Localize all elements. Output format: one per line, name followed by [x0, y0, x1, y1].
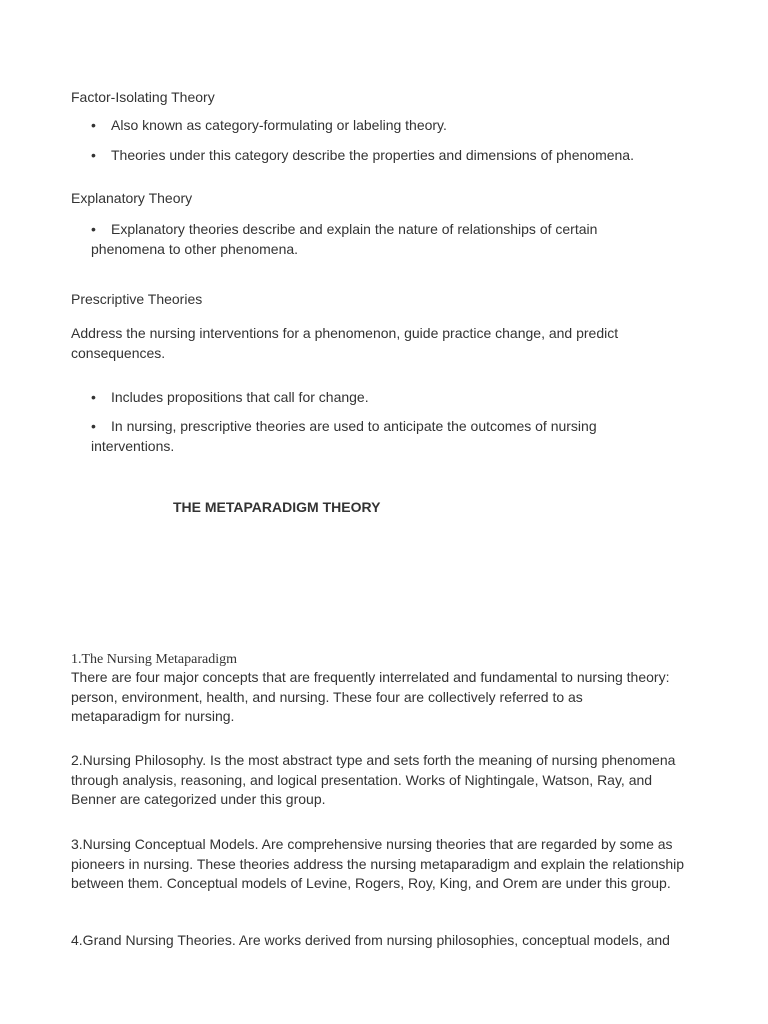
bullet-text: Also known as category-formulating or labeling theory.	[111, 117, 447, 133]
item4-paragraph: 4.Grand Nursing Theories. Are works derived from nursing philosophies, conceptual models, and	[71, 932, 670, 948]
bullet-dot: •	[91, 117, 96, 133]
bullet-text: Theories under this category describe the properties and dimensions of phenomena.	[111, 147, 634, 163]
bullet-item	[91, 116, 711, 136]
bullet-dot: •	[91, 389, 96, 405]
factor-isolating-heading: Factor-Isolating Theory	[71, 89, 215, 105]
bullet-dot: •	[91, 221, 96, 237]
prescriptive-intro: Address the nursing interventions for a phenomenon, guide practice change, and predict consequences.	[71, 325, 619, 361]
bullet-item	[91, 417, 631, 456]
bullet-dot: •	[91, 147, 96, 163]
bullet-dot: •	[91, 418, 96, 434]
metaparadigm-title: THE METAPARADIGM THEORY	[173, 499, 381, 515]
bullet-item	[91, 388, 711, 408]
bullet-item	[91, 220, 631, 259]
bullet-text: Includes propositions that call for change.	[111, 389, 369, 405]
bullet-text: Explanatory theories describe and explain the nature of relationships of certain phenomena to other phenomena.	[91, 221, 598, 257]
item1-body: There are four major concepts that are frequently interrelated and fundamental to nursing theory: person, environment, health, and nursing. These four are collectively referred to as metaparadigm for nursing.	[71, 669, 670, 724]
bullet-item	[91, 146, 711, 166]
item2-paragraph: 2.Nursing Philosophy. Is the most abstract type and sets forth the meaning of nursing phenomena through analysis, reasoning, and logical presentation. Works of Nightingale, Watson, Ray, and Benner are categorized under this group.	[71, 752, 676, 807]
bullet-text: In nursing, prescriptive theories are used to anticipate the outcomes of nursing interventions.	[91, 418, 597, 454]
prescriptive-heading: Prescriptive Theories	[71, 291, 203, 307]
explanatory-heading: Explanatory Theory	[71, 190, 193, 206]
item3-paragraph: 3.Nursing Conceptual Models. Are comprehensive nursing theories that are regarded by some as pioneers in nursing. These theories address the nursing metaparadigm and explain the relationship between them. Conceptual models of Levine, Rogers, Roy, King, and Orem are under this group.	[71, 836, 685, 891]
item1-title: 1.The Nursing Metaparadigm	[71, 652, 238, 667]
